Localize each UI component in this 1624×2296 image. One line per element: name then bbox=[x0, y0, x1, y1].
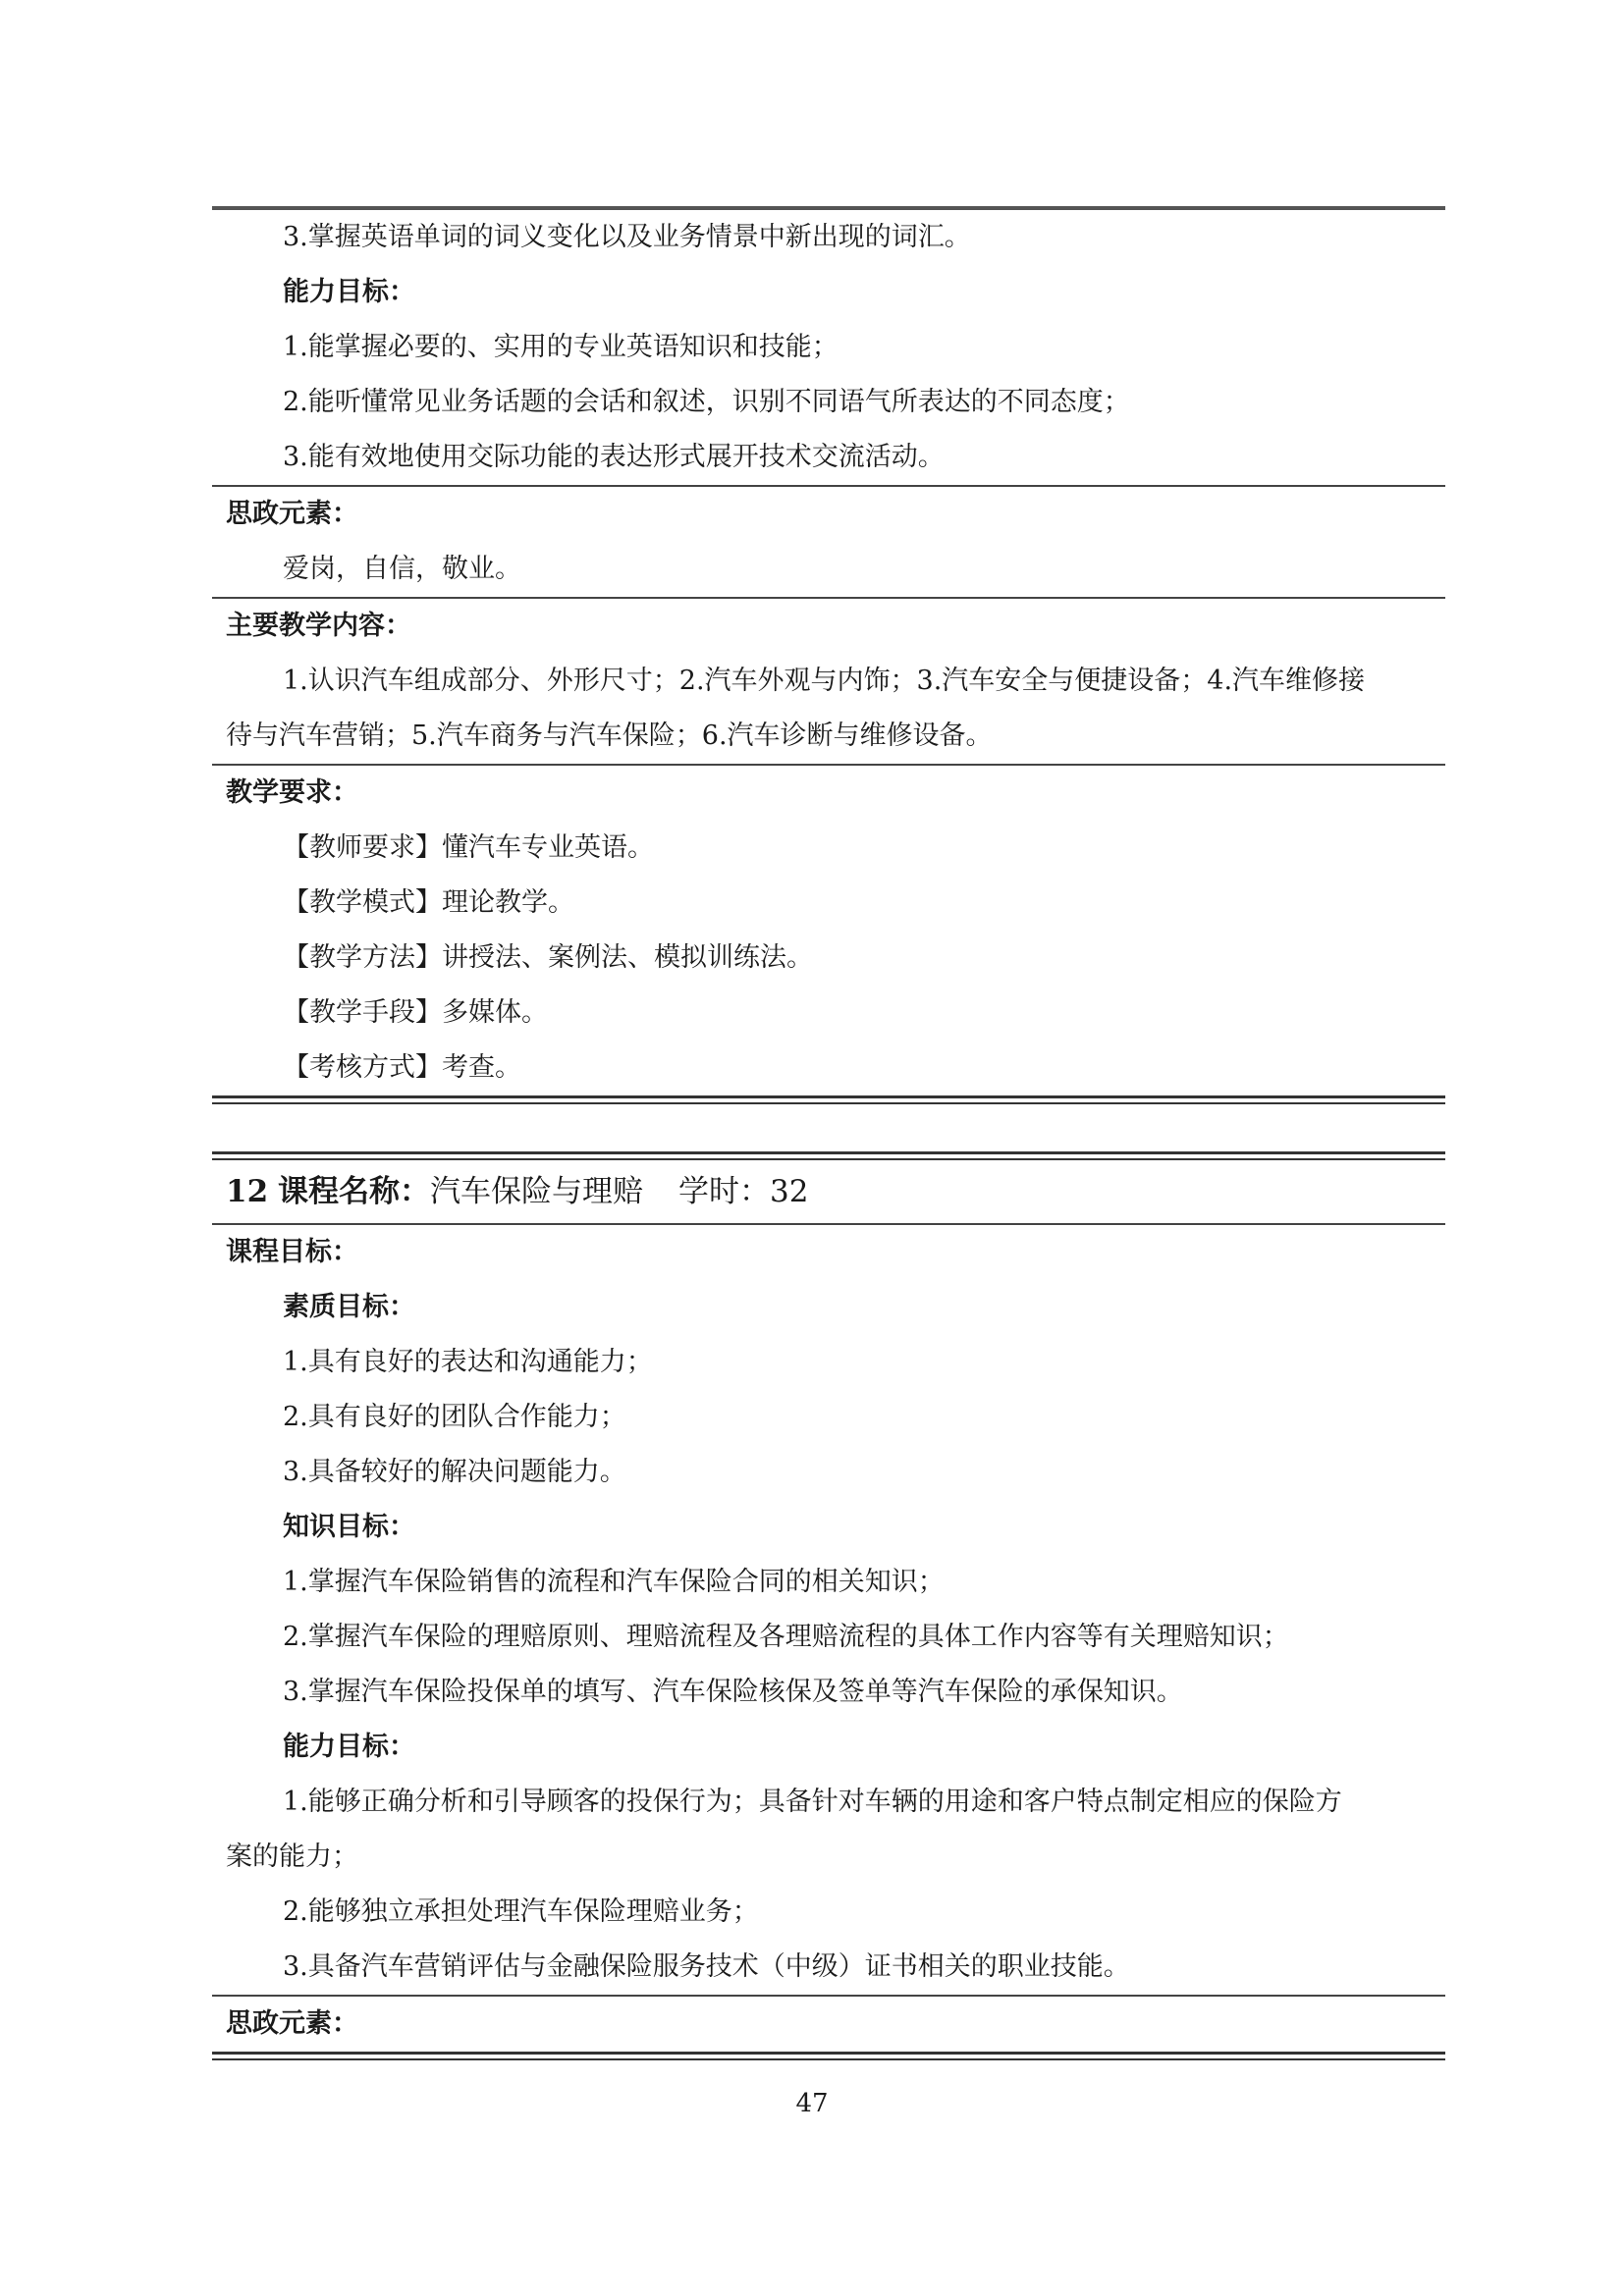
knowledge-item: 3.掌握汽车保险投保单的填写、汽车保险核保及签单等汽车保险的承保知识。 bbox=[283, 1677, 1183, 1707]
table-gap bbox=[212, 1104, 1445, 1151]
quality-item: 1.具有良好的表达和沟通能力； bbox=[283, 1347, 653, 1377]
table-bottom-rule bbox=[212, 1095, 1445, 1104]
quality-item: 3.具备较好的解决问题能力。 bbox=[283, 1457, 626, 1487]
table-bottom-rule bbox=[212, 2052, 1445, 2060]
sizheng-text: 爱岗，自信，敬业。 bbox=[283, 554, 521, 584]
course-table-12 bbox=[212, 1151, 1445, 2060]
course-name-label: 课程名称： bbox=[278, 1174, 430, 1209]
ability-item: 3.具备汽车营销评估与金融保险服务技术（中级）证书相关的职业技能。 bbox=[283, 1951, 1130, 1982]
course-table-previous bbox=[212, 206, 1445, 1104]
content-line: 1.认识汽车组成部分、外形尺寸；2.汽车外观与内饰；3.汽车安全与便捷设备；4.汽车维修接 bbox=[283, 666, 1366, 696]
ability-item-cont: 案的能力； bbox=[226, 1842, 358, 1872]
knowledge-item: 3.掌握英语单词的词义变化以及业务情景中新出现的词汇。 bbox=[283, 222, 971, 252]
requirement-item: 【教学方法】讲授法、案例法、模拟训练法。 bbox=[283, 942, 813, 973]
quality-item: 2.具有良好的团队合作能力； bbox=[283, 1402, 626, 1432]
ability-item: 2.能够独立承担处理汽车保险理赔业务； bbox=[283, 1896, 759, 1927]
hours-value: 32 bbox=[770, 1174, 809, 1209]
content-line: 待与汽车营销；5.汽车商务与汽车保险；6.汽车诊断与维修设备。 bbox=[226, 721, 993, 751]
sizheng-label: 思政元素： bbox=[226, 2008, 358, 2039]
ability-item: 3.能有效地使用交际功能的表达形式展开技术交流活动。 bbox=[283, 442, 945, 472]
knowledge-goal-label: 知识目标： bbox=[283, 1512, 415, 1542]
course-name: 汽车保险与理赔 bbox=[430, 1174, 643, 1209]
requirements-label: 教学要求： bbox=[226, 777, 358, 808]
sizheng-label: 思政元素： bbox=[226, 499, 358, 529]
quality-goal-label: 素质目标： bbox=[283, 1292, 415, 1322]
requirement-item: 【教师要求】懂汽车专业英语。 bbox=[283, 832, 654, 863]
knowledge-item: 1.掌握汽车保险销售的流程和汽车保险合同的相关知识； bbox=[283, 1567, 945, 1597]
table-top-rule bbox=[212, 1151, 1445, 1160]
requirement-item: 【教学模式】理论教学。 bbox=[283, 887, 574, 918]
content-label: 主要教学内容： bbox=[226, 611, 411, 641]
ability-item: 1.能够正确分析和引导顾客的投保行为；具备针对车辆的用途和客户特点制定相应的保险方 bbox=[283, 1787, 1342, 1817]
requirement-item: 【教学手段】多媒体。 bbox=[283, 997, 548, 1028]
course-goal-label: 课程目标： bbox=[226, 1237, 358, 1267]
course-title-row bbox=[212, 1160, 1445, 1223]
page-number: 47 bbox=[795, 2089, 829, 2118]
hours-label: 学时： bbox=[678, 1174, 770, 1209]
course-number: 12 bbox=[226, 1174, 269, 1209]
requirement-item: 【考核方式】考查。 bbox=[283, 1052, 521, 1083]
ability-item: 1.能掌握必要的、实用的专业英语知识和技能； bbox=[283, 332, 839, 362]
page-content bbox=[212, 206, 1445, 2060]
ability-goal-label: 能力目标： bbox=[283, 1732, 415, 1762]
knowledge-item: 2.掌握汽车保险的理赔原则、理赔流程及各理赔流程的具体工作内容等有关理赔知识； bbox=[283, 1622, 1289, 1652]
ability-goal-label: 能力目标： bbox=[283, 277, 415, 307]
ability-item: 2.能听懂常见业务话题的会话和叙述，识别不同语气所表达的不同态度； bbox=[283, 387, 1130, 417]
